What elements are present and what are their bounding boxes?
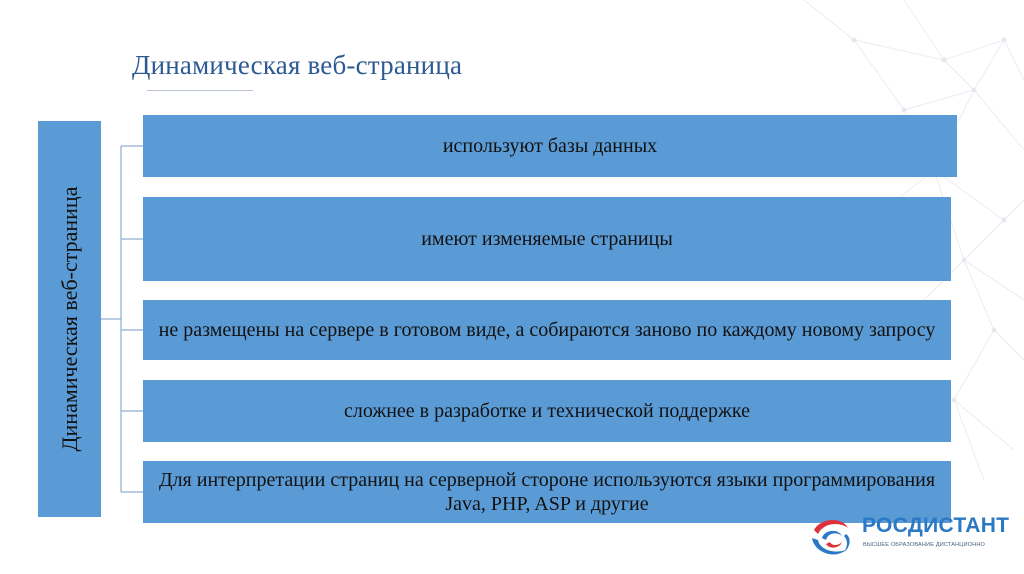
item-box-2 bbox=[143, 197, 951, 281]
item-label-3: не размещены на сервере в готовом виде, а собираются заново по каждому новому запросу bbox=[158, 319, 936, 341]
logo-swirl-icon bbox=[808, 514, 854, 560]
root-node-label: Динамическая веб-страница bbox=[56, 186, 82, 452]
root-node bbox=[38, 121, 101, 517]
item-box-3 bbox=[143, 300, 951, 360]
slide-title: Динамическая веб-страница bbox=[132, 50, 463, 80]
logo-name: РОСДИСТАНТ bbox=[862, 514, 1010, 537]
item-label-5: Для интерпретации страниц на серверной стороне используются языки программирования Java, PHP, ASP и другие bbox=[158, 469, 936, 515]
item-box-1 bbox=[143, 115, 957, 177]
rosdistant-logo bbox=[808, 512, 1010, 562]
item-label-4: сложнее в разработке и технической поддержке bbox=[344, 400, 750, 422]
item-box-4 bbox=[143, 380, 951, 442]
item-label-2: имеют изменяемые страницы bbox=[421, 228, 673, 250]
item-label-1: используют базы данных bbox=[442, 135, 658, 157]
logo-tagline: ВЫСШЕЕ ОБРАЗОВАНИЕ ДИСТАНЦИОННО bbox=[863, 542, 986, 548]
